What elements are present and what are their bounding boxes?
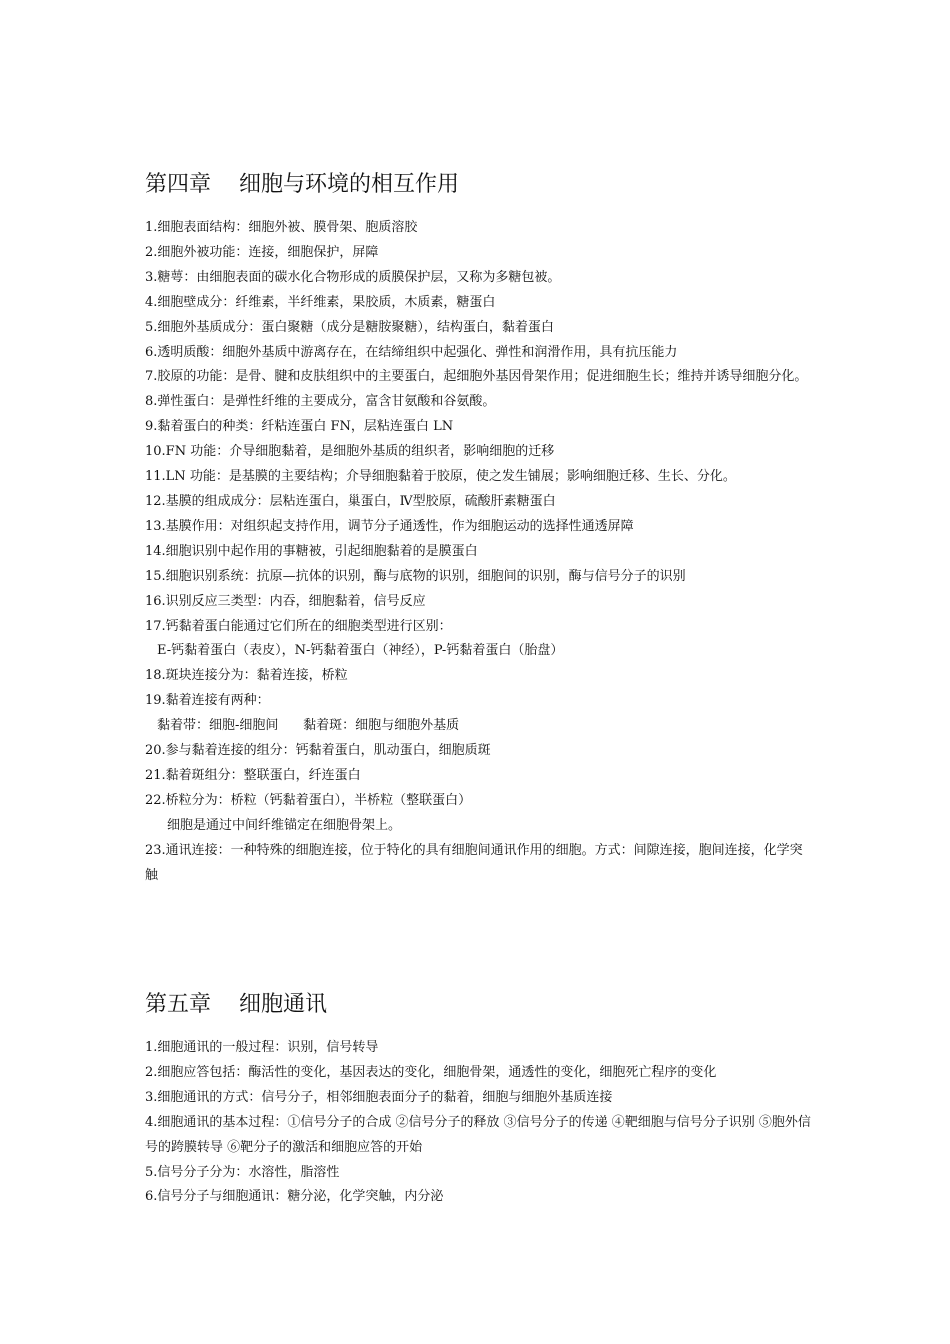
list-item: 5.细胞外基质成分：蛋白聚糖（成分是糖胺聚糖），结构蛋白，黏着蛋白	[145, 319, 554, 335]
chapter-4-title: 第四章 细胞与环境的相互作用	[145, 172, 459, 197]
list-item: 18.斑块连接分为：黏着连接，桥粒	[145, 668, 348, 684]
list-item: 7.胶原的功能：是骨、腱和皮肤组织中的主要蛋白，起细胞外基因骨架作用；促进细胞生长；维持并诱导细胞分化。	[145, 369, 808, 385]
list-item: 8.弹性蛋白：是弹性纤维的主要成分，富含甘氨酸和谷氨酸。	[145, 394, 496, 410]
list-item: 1.细胞表面结构：细胞外被、膜骨架、胞质溶胶	[145, 220, 418, 235]
chapter-5-title: 第五章 细胞通讯	[145, 992, 327, 1017]
chapter-4-section	[145, 170, 815, 888]
list-item: 22.桥粒分为：桥粒（钙黏着蛋白），半桥粒（整联蛋白）	[145, 792, 472, 808]
list-item: 19.黏着连接有两种：	[145, 693, 270, 709]
chapter-4-list	[145, 216, 815, 888]
list-item: 21.黏着斑组分：整联蛋白，纤连蛋白	[145, 767, 361, 783]
list-item: 1.细胞通讯的一般过程：识别，信号转导	[145, 1040, 379, 1055]
list-item: 3.细胞通讯的方式：信号分子，相邻细胞表面分子的黏着，细胞与细胞外基质连接	[145, 1089, 613, 1105]
list-item: 15.细胞识别系统：抗原—抗体的识别，酶与底物的识别，细胞间的识别，酶与信号分子的识别	[145, 568, 686, 584]
list-item: 13.基膜作用：对组织起支持作用，调节分子通透性，作为细胞运动的选择性通透屏障	[145, 518, 634, 534]
chapter-5-section	[145, 990, 815, 1210]
list-item: 6.信号分子与细胞通讯：糖分泌，化学突触，内分泌	[145, 1189, 444, 1205]
list-item: 3.糖萼：由细胞表面的碳水化合物形成的质膜保护层，又称为多糖包被。	[145, 269, 561, 285]
list-item: 5.信号分子分为：水溶性，脂溶性	[145, 1164, 340, 1180]
list-item: 2.细胞外被功能：连接，细胞保护，屏障	[145, 244, 379, 260]
list-item: 6.透明质酸：细胞外基质中游离存在，在结缔组织中起强化、弹性和润滑作用，具有抗压能力	[145, 344, 678, 360]
list-item-sub: E-钙黏着蛋白（表皮），N-钙黏着蛋白（神经），P-钙黏着蛋白（胎盘）	[157, 643, 564, 659]
list-item: 23.通讯连接：一种特殊的细胞连接，位于特化的具有细胞间通讯作用的细胞。方式：间隙连接，胞间连接，化学突触	[145, 842, 803, 883]
list-item: 10.FN 功能：介导细胞黏着，是细胞外基质的组织者，影响细胞的迁移	[145, 444, 555, 460]
list-item: 17.钙黏着蛋白能通过它们所在的细胞类型进行区别：	[145, 618, 452, 634]
list-item: 2.细胞应答包括：酶活性的变化，基因表达的变化，细胞骨架，通透性的变化，细胞死亡程序的变化	[145, 1064, 717, 1080]
list-item: 9.黏着蛋白的种类：纤粘连蛋白 FN，层粘连蛋白 LN	[145, 419, 454, 435]
list-item: 4.细胞通讯的基本过程：①信号分子的合成 ②信号分子的释放 ③信号分子的传递 ④靶细胞与信号分子识别 ⑤胞外信号的跨膜转导 ⑥靶分子的激活和细胞应答的开始	[145, 1114, 811, 1155]
chapter-5-list	[145, 1036, 815, 1210]
list-item: 16.识别反应三类型：内吞，细胞黏着，信号反应	[145, 593, 426, 609]
list-item: 4.细胞壁成分：纤维素，半纤维素，果胶质，木质素，糖蛋白	[145, 294, 496, 310]
list-item: 14.细胞识别中起作用的事糖被，引起细胞黏着的是膜蛋白	[145, 543, 478, 559]
list-item: 12.基膜的组成成分：层粘连蛋白，巢蛋白，Ⅳ型胶原，硫酸肝素糖蛋白	[145, 493, 556, 509]
list-item: 11.LN 功能：是基膜的主要结构；介导细胞黏着于胶原，使之发生铺展；影响细胞迁移、生长、分化。	[145, 469, 736, 485]
list-item-sub: 黏着带：细胞-细胞间 黏着斑：细胞与细胞外基质	[157, 718, 460, 734]
list-item: 20.参与黏着连接的组分：钙黏着蛋白，肌动蛋白，细胞质斑	[145, 743, 491, 759]
list-item-sub: 细胞是通过中间纤维锚定在细胞骨架上。	[167, 817, 402, 833]
